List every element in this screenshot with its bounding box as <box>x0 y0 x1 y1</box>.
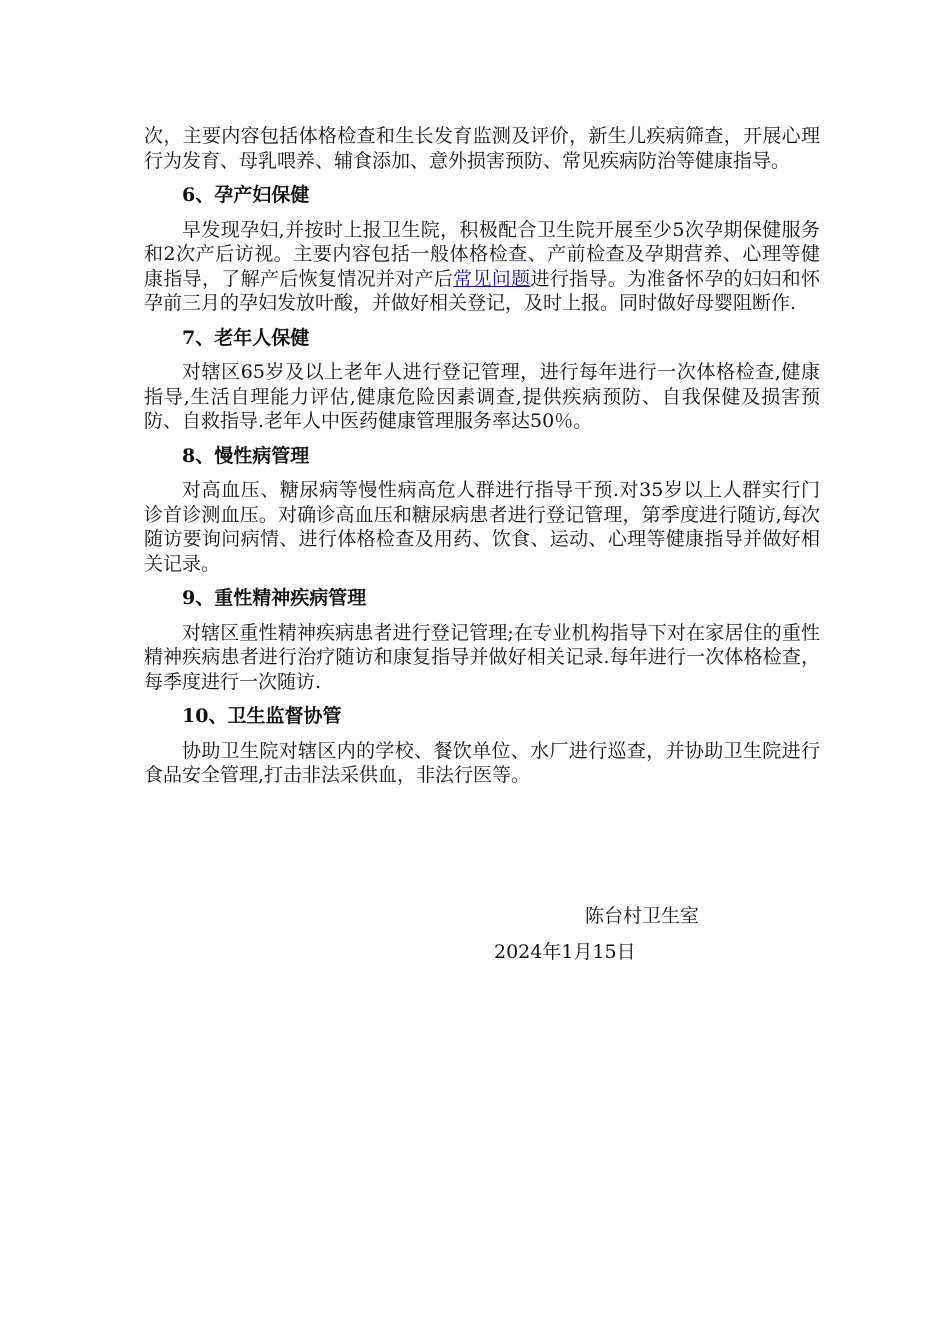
paragraph-text: 进行指导。为准备怀孕的妇妇和怀孕前三月的孕妇发放叶酸，并做好相关登记，及时上报。同时做好母婴阻断作. <box>144 267 820 314</box>
section-paragraph: 协助卫生院对辖区内的学校、餐饮单位、水厂进行巡查，并协助卫生院进行食品安全管理,打击非法采供血，非法行医等。 <box>144 739 820 786</box>
section-heading: 8、慢性病管理 <box>182 444 310 467</box>
section-health-supervision <box>144 704 820 788</box>
section-heading: 9、重性精神疾病管理 <box>182 587 367 609</box>
section-heading: 6、孕产妇保健 <box>182 184 310 206</box>
section-paragraph <box>144 218 820 316</box>
section-heading: 10、卫生监督协管 <box>182 705 342 727</box>
section-heading: 7、老年人保健 <box>182 326 310 349</box>
document-body <box>144 124 820 788</box>
section-paragraph: 对高血压、糖尿病等慢性病高危人群进行指导干预.对35岁以上人群实行门诊首诊测血压。对确诊高血压和糖尿病患者进行登记管理，第季度进行随访,每次随访要询问病情、进行体格检查及用药、饮食、运动、心理等健康指导并做好相关记录。 <box>144 479 820 575</box>
section-mental-illness <box>144 586 820 694</box>
signature-date: 2024年1月15日 <box>494 941 636 963</box>
intro-paragraph: 次，主要内容包括体格检查和生长发育监测及评价，新生儿疾病筛查，开展心理行为发育、母乳喂养、辅食添加、意外损害预防、常见疾病防治等健康指导。 <box>144 125 820 172</box>
section-paragraph: 对辖区65岁及以上老年人进行登记管理，进行每年进行一次体格检查,健康指导,生活自理能力评估,健康危险因素调查,提供疾病预防、自我保健及损害预防、自救指导.老年人中医药健康管理服务率达50％。 <box>144 361 820 432</box>
paragraph-text: 早发现孕妇,并按时上报卫生院，积极配合卫生院开展至少5次孕期保健服务和2次产后访视。主要内容包括一般体格检查、产前检查及孕期营养、心理等健康指导，了解产后恢复情况并对产后 <box>144 218 820 290</box>
section-paragraph: 对辖区重性精神疾病患者进行登记管理;在专业机构指导下对在家居住的重性精神疾病患者进行治疗随访和康复指导并做好相关记录.每年进行一次体格检查，每季度进行一次随访. <box>144 621 820 693</box>
section-elderly-health <box>144 326 820 434</box>
common-problems-link[interactable]: 常见问题 <box>453 267 531 290</box>
signature-clinic-name: 陈台村卫生室 <box>585 905 700 927</box>
section-chronic-disease <box>144 444 820 577</box>
section-maternal-health <box>144 183 820 316</box>
